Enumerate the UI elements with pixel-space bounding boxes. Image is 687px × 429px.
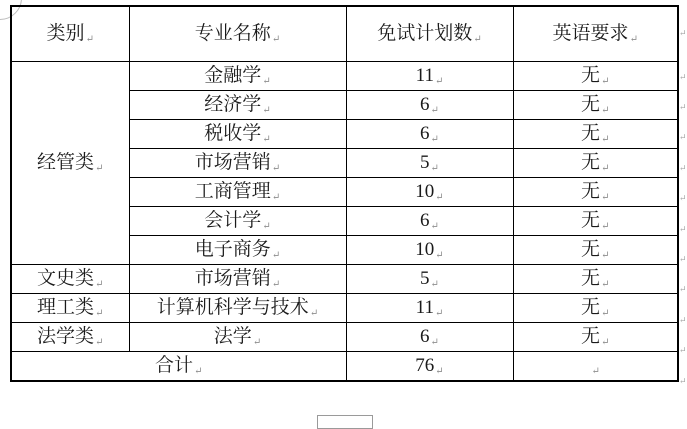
major-name-label: 工商管理 [194,180,271,202]
row-end-mark [679,184,687,214]
english-requirement-value: 无 [581,209,601,231]
column-header-label: 专业名称 [194,22,271,44]
category-label: 经管类 [37,151,95,173]
paragraph-mark-icon: ↵ [679,132,687,143]
table-row [11,322,678,351]
category-cell [11,61,129,264]
paragraph-mark-icon: ↵ [271,249,281,261]
paragraph-mark-icon: ↵ [271,162,281,174]
column-header-label: 英语要求 [552,22,629,44]
row-end-mark [679,244,687,274]
english-requirement-cell [513,119,678,148]
paragraph-mark-icon: ↵ [271,191,281,203]
column-header [129,6,346,61]
column-header [11,6,129,61]
header-row [11,6,678,61]
paragraph-mark-icon: ↵ [430,336,439,348]
major-name-cell [129,61,346,90]
paragraph-mark-icon: ↵ [95,162,104,174]
plan-count-cell [346,177,513,206]
row-end-mark [679,275,687,305]
paragraph-mark-icon: ↵ [601,307,610,319]
english-requirement-cell [513,235,678,264]
paragraph-mark-icon: ↵ [435,249,444,261]
english-requirement-cell [513,177,678,206]
plan-count-cell [346,235,513,264]
major-name-cell [129,235,346,264]
category-cell [11,322,129,351]
paragraph-mark-icon: ↵ [601,249,610,261]
category-label: 理工类 [37,296,95,318]
plan-count-cell [346,90,513,119]
paragraph-mark-icon: ↵ [679,284,687,295]
paragraph-mark-icon: ↵ [473,33,482,45]
plan-count-value: 11 [415,64,434,86]
total-plan-cell [346,351,513,381]
paragraph-mark-icon: ↵ [262,104,271,116]
paragraph-mark-icon: ↵ [262,133,271,145]
paragraph-mark-icon: ↵ [430,133,439,145]
major-name-cell [129,206,346,235]
row-end-mark [679,214,687,244]
row-end-mark [679,366,687,397]
column-header [346,6,513,61]
paragraph-mark-icon: ↵ [601,220,610,232]
paragraph-mark-icon: ↵ [430,220,439,232]
major-name-cell [129,177,346,206]
paragraph-mark-icon: ↵ [435,191,444,203]
major-name-label: 金融学 [204,64,262,86]
paragraph-mark-icon: ↵ [262,75,271,87]
row-end-mark [679,92,687,122]
paragraph-mark-icon: ↵ [95,278,104,290]
english-requirement-value: 无 [581,296,601,318]
paragraph-mark-icon: ↵ [601,104,610,116]
paragraph-mark-icon: ↵ [601,162,610,174]
major-name-label: 计算机科学与技术 [156,296,309,318]
english-requirement-value: 无 [581,122,601,144]
major-name-label: 法学 [213,325,252,347]
paragraph-mark-icon: ↵ [591,365,600,377]
major-name-label: 市场营销 [194,151,271,173]
paragraph-mark-icon: ↵ [435,365,444,377]
plan-count-value: 6 [420,209,430,231]
major-name-cell [129,293,346,322]
paragraph-mark-icon: ↵ [262,220,271,232]
paragraph-mark-icon: ↵ [679,223,687,234]
major-name-label: 市场营销 [194,267,271,289]
paragraph-mark-icon: ↵ [194,365,203,377]
major-name-cell [129,148,346,177]
paragraph-mark-icon: ↵ [430,104,439,116]
paragraph-mark-icon: ↵ [679,193,687,204]
paragraph-mark-icon: ↵ [430,162,439,174]
english-requirement-value: 无 [581,238,601,260]
english-requirement-value: 无 [581,325,601,347]
table-row [11,61,678,90]
english-requirement-cell [513,148,678,177]
paragraph-mark-icon: ↵ [601,133,610,145]
plan-count-cell [346,119,513,148]
bottom-edge-artifact [317,415,373,429]
major-name-cell [129,90,346,119]
major-name-label: 经济学 [204,93,262,115]
paragraph-mark-icon: ↵ [434,307,444,319]
total-row [11,351,678,381]
paragraph-mark-icon: ↵ [679,254,687,265]
paragraph-mark-icon: ↵ [434,75,444,87]
paragraph-mark-icon: ↵ [271,278,281,290]
plan-count-value: 6 [420,93,430,115]
major-name-cell [129,119,346,148]
english-requirement-value: 无 [581,180,601,202]
total-label-cell [11,351,346,381]
plan-count-value: 10 [415,180,435,202]
category-label: 文史类 [37,267,95,289]
paragraph-mark-icon: ↵ [430,278,439,290]
column-header [513,6,678,61]
table-row [11,264,678,293]
row-end-mark [679,305,687,335]
paragraph-mark-icon: ↵ [95,336,104,348]
plan-count-value: 6 [420,122,430,144]
paragraph-mark-icon: ↵ [601,278,610,290]
plan-count-cell [346,148,513,177]
plan-count-cell [346,61,513,90]
major-name-label: 税收学 [204,122,262,144]
english-requirement-cell [513,322,678,351]
paragraph-mark-icon: ↵ [629,33,638,45]
column-header-label: 类别 [46,22,85,44]
category-cell [11,293,129,322]
english-requirement-cell [513,293,678,322]
paragraph-mark-icon: ↵ [679,314,687,325]
plan-count-value: 5 [420,267,430,289]
total-label: 合计 [155,354,194,376]
total-plan-value: 76 [415,354,435,376]
plan-count-value: 11 [415,296,434,318]
major-name-cell [129,264,346,293]
paragraph-mark-icon: ↵ [679,71,687,82]
english-requirement-cell [513,206,678,235]
row-end-mark [679,5,687,62]
row-end-mark [679,123,687,153]
paragraph-mark-icon: ↵ [252,336,262,348]
paragraph-mark-icon: ↵ [679,28,687,38]
plan-count-value: 5 [420,151,430,173]
plan-count-cell [346,293,513,322]
exemption-plan-table [10,5,679,382]
paragraph-mark-icon: ↵ [601,75,610,87]
table-body [11,61,678,381]
english-requirement-cell [513,264,678,293]
row-end-mark [679,62,687,92]
paragraph-mark-icon: ↵ [679,345,687,356]
category-label: 法学类 [37,325,95,347]
english-requirement-cell [513,61,678,90]
paragraph-mark-icon: ↵ [271,33,281,45]
paragraph-mark-icon: ↵ [679,102,687,113]
row-end-mark [679,153,687,183]
english-requirement-value: 无 [581,151,601,173]
plan-count-cell [346,206,513,235]
plan-count-value: 10 [415,238,435,260]
english-requirement-cell [513,90,678,119]
row-end-marks [679,5,687,397]
paragraph-mark-icon: ↵ [679,375,687,386]
column-header-label: 免试计划数 [377,22,473,44]
english-requirement-value: 无 [581,93,601,115]
paragraph-mark-icon: ↵ [309,307,319,319]
major-name-cell [129,322,346,351]
plan-count-value: 6 [420,325,430,347]
plan-count-cell [346,322,513,351]
table-row [11,293,678,322]
paragraph-mark-icon: ↵ [601,336,610,348]
paragraph-mark-icon: ↵ [601,191,610,203]
category-cell [11,264,129,293]
paragraph-mark-icon: ↵ [679,162,687,173]
major-name-label: 会计学 [204,209,262,231]
plan-count-cell [346,264,513,293]
major-name-label: 电子商务 [194,238,271,260]
paragraph-mark-icon: ↵ [85,33,94,45]
english-requirement-value: 无 [581,64,601,86]
total-english-cell [513,351,678,381]
english-requirement-value: 无 [581,267,601,289]
row-end-mark [679,336,687,366]
paragraph-mark-icon: ↵ [95,307,104,319]
